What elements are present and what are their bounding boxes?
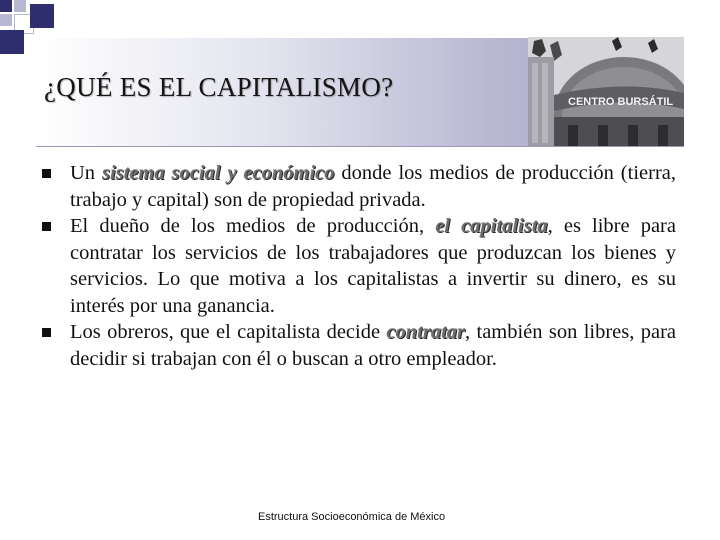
deco-square (0, 30, 24, 54)
bullet-text-post: , es libre para contratar los servicios de los trabajadores que produzcan los bienes y servicios. Lo que motiva a los capitalistas a invertir su dinero, es su interés por una ganancia. (70, 215, 676, 317)
bullet-text-emphasis: sistema social y económico (101, 162, 335, 184)
deco-square (30, 4, 54, 28)
header-divider (36, 146, 684, 147)
building-photo-drawing (528, 37, 684, 147)
deco-square (0, 14, 12, 26)
bullet-text-emphasis: el capitalista (435, 215, 548, 237)
bullet-text-post: , también son libres, para decidir si trabajan con él o buscan a otro empleador. (70, 321, 676, 370)
bullet-text-pre: Un (70, 162, 102, 184)
bullet-text-emphasis: contratar (386, 321, 466, 343)
square-bullet-icon (42, 169, 51, 178)
bullet-list (70, 160, 676, 372)
deco-square (14, 0, 26, 12)
building-sign-text: CENTRO BURSÁTIL (568, 96, 674, 108)
bullet-item (70, 213, 676, 319)
slide-footer: Estructura Socioeconómica de México (258, 511, 446, 523)
bullet-text-post: donde los medios de producción (tierra, trabajo y capital) son de propiedad privada. (70, 162, 676, 211)
building-photo (528, 37, 684, 147)
deco-square (0, 0, 12, 12)
square-bullet-icon (42, 328, 51, 337)
square-bullet-icon (42, 222, 51, 231)
bullet-item (70, 319, 676, 372)
bullet-text-pre: El dueño de los medios de producción, (70, 215, 436, 237)
bullet-item (70, 160, 676, 213)
bullet-text-pre: Los obreros, que el capitalista decide (70, 321, 387, 343)
slide-title: ¿QUÉ ES EL CAPITALISMO? (44, 72, 394, 102)
